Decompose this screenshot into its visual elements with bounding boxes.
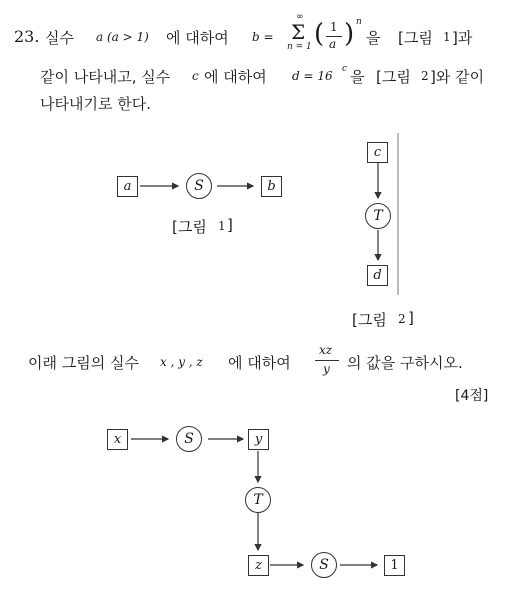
word-daehayeo-2: 에 대하여 <box>204 68 267 86</box>
var-a-condition: a (a > 1) <box>96 30 149 44</box>
fig2-input-box: c <box>367 142 388 163</box>
sum-lower-limit: n = 1 <box>287 42 312 52</box>
fig1-ref-num: 1 <box>443 30 451 44</box>
frac-numerator: 1 <box>330 20 338 34</box>
fig3-x-box: x <box>107 429 128 450</box>
fig1-ref-open: [그림 <box>398 29 433 47</box>
paren-close: ) <box>344 19 355 49</box>
fig3-z-box: z <box>248 555 269 576</box>
fig2-machine-t: T <box>365 203 391 229</box>
fig1-caption-open: [그림 <box>172 218 207 236</box>
fig3-y-box: y <box>248 429 269 450</box>
fig3-machine-t: T <box>245 487 271 513</box>
fig2-ref-open: [그림 <box>376 68 411 86</box>
question-fraction-bar <box>315 360 339 361</box>
points-label: [4점] <box>455 388 489 404</box>
fig1-caption-close: ] <box>227 216 233 234</box>
fig1-machine-s: S <box>186 173 212 199</box>
fig3-machine-s1: S <box>176 426 202 452</box>
var-b-equals: b = <box>252 30 274 44</box>
fig2-caption-num: 2 <box>398 312 406 326</box>
question-frac-numerator: xz <box>319 343 333 357</box>
fig1-ref-close: ]과 <box>452 29 473 47</box>
var-d-equals: d = 16 <box>292 69 333 83</box>
word-eul-2: 을 <box>350 68 365 86</box>
sigma-symbol: Σ <box>291 20 306 44</box>
var-c: c <box>192 69 199 83</box>
frac-denominator: a <box>329 37 337 51</box>
problem-number: 23. <box>14 27 40 46</box>
fig2-output-box: d <box>367 265 388 286</box>
line2-text: 같이 나타내고, 실수 <box>40 68 171 86</box>
word-eul: 을 <box>366 29 381 47</box>
fig3-result-box: 1 <box>384 555 405 576</box>
fig1-input-box: a <box>117 176 138 197</box>
word-daehayeo-3: 에 대하여 <box>228 354 291 372</box>
exponent-n: n <box>356 17 362 27</box>
paren-open: ( <box>314 19 325 49</box>
fig1-caption-num: 1 <box>218 219 226 233</box>
fig3-machine-s2: S <box>311 552 337 578</box>
word-silsu: 실수 <box>45 29 74 47</box>
question-rest: 의 값을 구하시오. <box>347 354 463 372</box>
fig2-caption-close: ] <box>408 309 414 327</box>
question-frac-denominator: y <box>323 362 330 376</box>
d-exponent-c: c <box>342 64 348 74</box>
fig1-output-box: b <box>261 176 282 197</box>
line3-text: 나타내기로 한다. <box>40 95 151 113</box>
word-daehayeo: 에 대하여 <box>166 29 229 47</box>
fig2-ref-close: ]와 같이 <box>430 68 485 86</box>
fig2-ref-num: 2 <box>421 69 429 83</box>
fig2-caption-open: [그림 <box>352 311 387 329</box>
question-text: 이래 그림의 실수 <box>28 354 139 372</box>
sum-upper-limit: ∞ <box>296 12 304 22</box>
question-vars: x , y , z <box>160 355 203 369</box>
